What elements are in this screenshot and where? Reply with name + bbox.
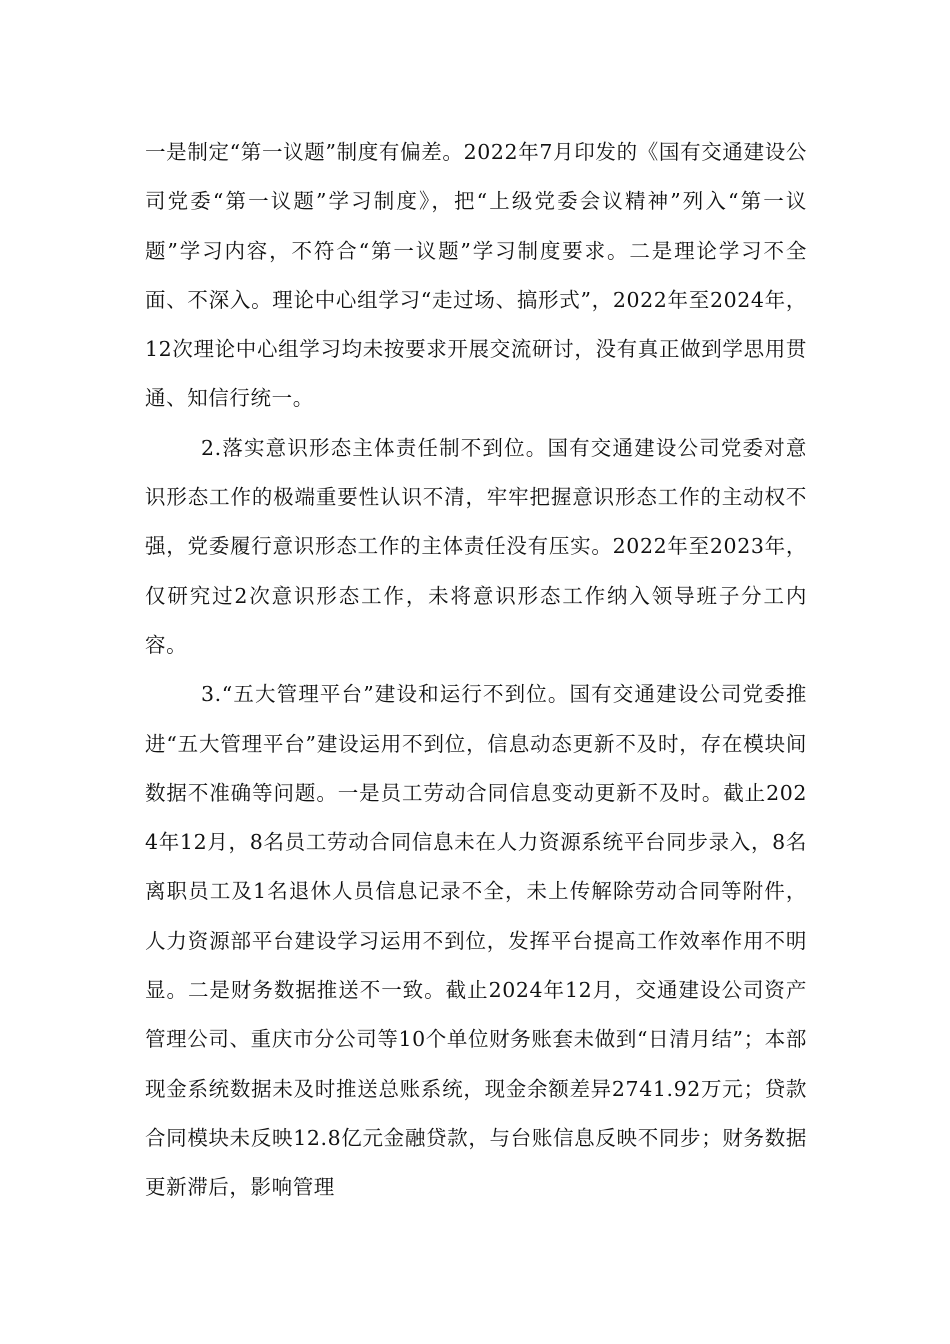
paragraph-first-topic-system: 一是制定“第一议题”制度有偏差。2022年7月印发的《国有交通建设公司党委“第一议题”学习制度》，把“上级党委会议精神”列入“第一议题”学习内容，不符合“第一议题”学习制度要求。二是理论学习不全面、不深入。理论中心组学习“走过场、搞形式”，2022年至2024年，12次理论中心组学习均未按要求开展交流研讨，没有真正做到学思用贯通、知信行统一。: [145, 140, 807, 411]
document-body: [145, 128, 807, 1213]
paragraph-five-platforms: 3.“五大管理平台”建设和运行不到位。国有交通建设公司党委推进“五大管理平台”建设运用不到位，信息动态更新不及时，存在模块间数据不准确等问题。一是员工劳动合同信息变动更新不及时。截止2024年12月，8名员工劳动合同信息未在人力资源系统平台同步录入，8名离职员工及1名退休人员信息记录不全，未上传解除劳动合同等附件，人力资源部平台建设学习运用不到位，发挥平台提高工作效率作用不明显。二是财务数据推送不一致。截止2024年12月，交通建设公司资产管理公司、重庆市分公司等10个单位财务账套未做到“日清月结”；本部现金系统数据未及时推送总账系统，现金余额差异2741.92万元；贷款合同模块未反映12.8亿元金融贷款，与台账信息反映不同步；财务数据更新滞后，影响管理: [145, 682, 807, 1200]
paragraph-ideology-responsibility: 2.落实意识形态主体责任制不到位。国有交通建设公司党委对意识形态工作的极端重要性认识不清，牢牢把握意识形态工作的主动权不强，党委履行意识形态工作的主体责任没有压实。2022年至2023年，仅研究过2次意识形态工作，未将意识形态工作纳入领导班子分工内容。: [145, 435, 807, 657]
